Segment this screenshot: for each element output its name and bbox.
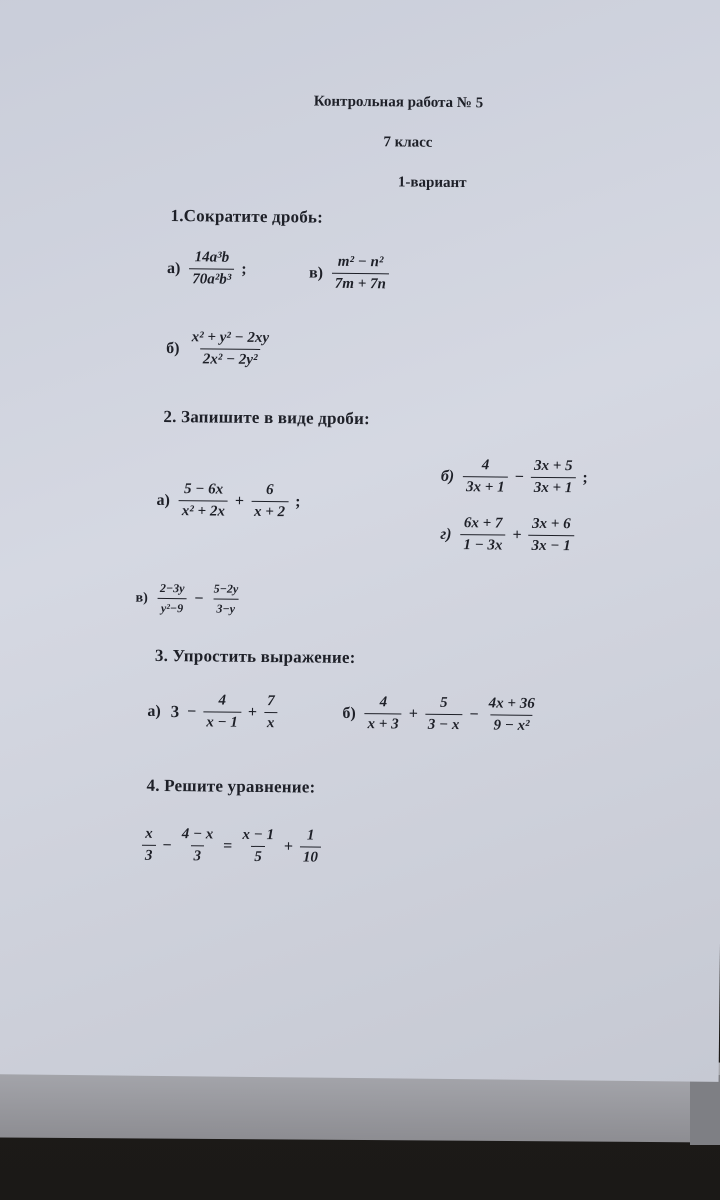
numerator: x² + y² − 2xy bbox=[191, 329, 270, 347]
numerator: 4 bbox=[481, 457, 490, 474]
fraction bbox=[485, 695, 537, 735]
denominator: 3 − x bbox=[425, 714, 463, 734]
fraction bbox=[189, 249, 234, 288]
numerator: 5 bbox=[439, 694, 448, 711]
task4-equation bbox=[139, 826, 324, 867]
fraction bbox=[463, 457, 508, 496]
operator: − bbox=[194, 589, 204, 607]
numerator: 6 bbox=[265, 482, 274, 499]
denominator: 3x − 1 bbox=[529, 535, 574, 555]
numerator: 4 bbox=[379, 694, 388, 711]
fraction bbox=[264, 693, 278, 732]
denominator: 1 − 3x bbox=[460, 534, 505, 554]
operator: − bbox=[514, 468, 524, 486]
denominator: 5 bbox=[251, 846, 265, 866]
operator: + bbox=[283, 837, 294, 855]
task3-a bbox=[147, 692, 281, 732]
task2-heading: 2. Запишите в виде дроби: bbox=[163, 406, 371, 429]
denominator: 70a²b³ bbox=[189, 268, 234, 288]
task1-heading: 1.Сократите дробь: bbox=[170, 206, 324, 227]
numerator: 5−2y bbox=[213, 581, 239, 596]
fraction bbox=[239, 827, 277, 866]
numerator: 2−3y bbox=[159, 580, 185, 596]
task2-v bbox=[135, 581, 244, 617]
fraction bbox=[157, 581, 188, 616]
numerator: 3x + 5 bbox=[533, 457, 573, 475]
task3-heading: 3. Упростить выражение: bbox=[154, 645, 356, 667]
operator: − bbox=[469, 705, 479, 723]
task1-a-label: а) bbox=[166, 259, 181, 277]
task3-a-label: а) bbox=[147, 702, 161, 720]
numerator: 14a³b bbox=[194, 249, 230, 266]
equals-sign: = bbox=[223, 837, 233, 855]
numerator: 6x + 7 bbox=[463, 515, 503, 532]
operator: − bbox=[187, 702, 197, 720]
fraction bbox=[425, 695, 463, 734]
operator: + bbox=[234, 492, 245, 510]
denominator: x bbox=[264, 712, 278, 732]
numerator: 4 − x bbox=[181, 826, 214, 843]
sheet-edge bbox=[690, 1075, 720, 1145]
numerator: 4 bbox=[218, 692, 227, 709]
task2-g bbox=[440, 515, 577, 555]
numerator: 7 bbox=[267, 693, 275, 710]
task3-b-label: б) bbox=[342, 704, 356, 722]
fraction bbox=[460, 515, 505, 554]
numerator: 3x + 6 bbox=[532, 515, 571, 533]
fraction bbox=[188, 329, 272, 369]
operator: + bbox=[408, 705, 418, 723]
task1-b bbox=[166, 329, 275, 369]
denominator: x − 1 bbox=[203, 711, 241, 731]
fraction bbox=[531, 458, 576, 497]
task3-b bbox=[342, 694, 541, 735]
task4-heading: 4. Решите уравнение: bbox=[146, 775, 316, 797]
fraction bbox=[210, 581, 241, 616]
denominator: 3 bbox=[142, 845, 156, 865]
denominator: 9 − x² bbox=[490, 714, 532, 734]
task2-b bbox=[441, 457, 592, 498]
denominator: 3−y bbox=[213, 598, 238, 616]
fraction bbox=[332, 254, 389, 294]
operator: + bbox=[247, 703, 258, 721]
task2-v-label: в) bbox=[135, 590, 148, 606]
task1-a bbox=[167, 249, 251, 289]
task2-g-label: г) bbox=[440, 525, 452, 543]
denominator: 10 bbox=[300, 846, 321, 866]
numerator: x − 1 bbox=[242, 826, 275, 844]
fraction bbox=[251, 482, 288, 521]
test-title: Контрольная работа № 5 bbox=[313, 93, 484, 112]
fraction bbox=[203, 692, 241, 731]
fraction bbox=[300, 827, 321, 866]
task2-a-label: а) bbox=[156, 491, 171, 509]
separator: ; bbox=[582, 468, 588, 486]
numerator: 1 bbox=[306, 827, 315, 844]
task1-b-label: б) bbox=[166, 339, 180, 357]
operator: − bbox=[162, 836, 172, 854]
operator: + bbox=[512, 526, 522, 544]
leading-term: 3 bbox=[170, 701, 180, 721]
denominator: 3 bbox=[190, 845, 204, 865]
separator: ; bbox=[295, 492, 301, 510]
fraction bbox=[529, 516, 574, 555]
fraction bbox=[179, 481, 228, 521]
denominator: 7m + 7n bbox=[332, 273, 389, 294]
variant-label: 1-вариант bbox=[397, 174, 467, 192]
denominator: y²−9 bbox=[158, 598, 186, 616]
denominator: x² + 2x bbox=[179, 500, 228, 521]
task1-v-label: в) bbox=[308, 263, 324, 282]
task2-a bbox=[156, 481, 304, 522]
task2-b-label: б) bbox=[440, 467, 455, 485]
task1-v bbox=[309, 253, 392, 293]
denominator: x + 2 bbox=[251, 501, 288, 521]
numerator: m² − n² bbox=[337, 253, 384, 271]
denominator: x + 3 bbox=[365, 713, 402, 733]
grade-label: 7 класс bbox=[383, 134, 433, 151]
fraction bbox=[142, 826, 156, 865]
numerator: 5 − 6x bbox=[183, 481, 224, 498]
separator: ; bbox=[241, 260, 247, 278]
fraction bbox=[365, 694, 402, 733]
denominator: 2x² − 2y² bbox=[200, 348, 261, 369]
fraction bbox=[178, 826, 216, 865]
numerator: 4x + 36 bbox=[488, 695, 535, 712]
numerator: x bbox=[145, 825, 153, 842]
denominator: 3x + 1 bbox=[463, 476, 508, 496]
denominator: 3x + 1 bbox=[531, 477, 576, 497]
